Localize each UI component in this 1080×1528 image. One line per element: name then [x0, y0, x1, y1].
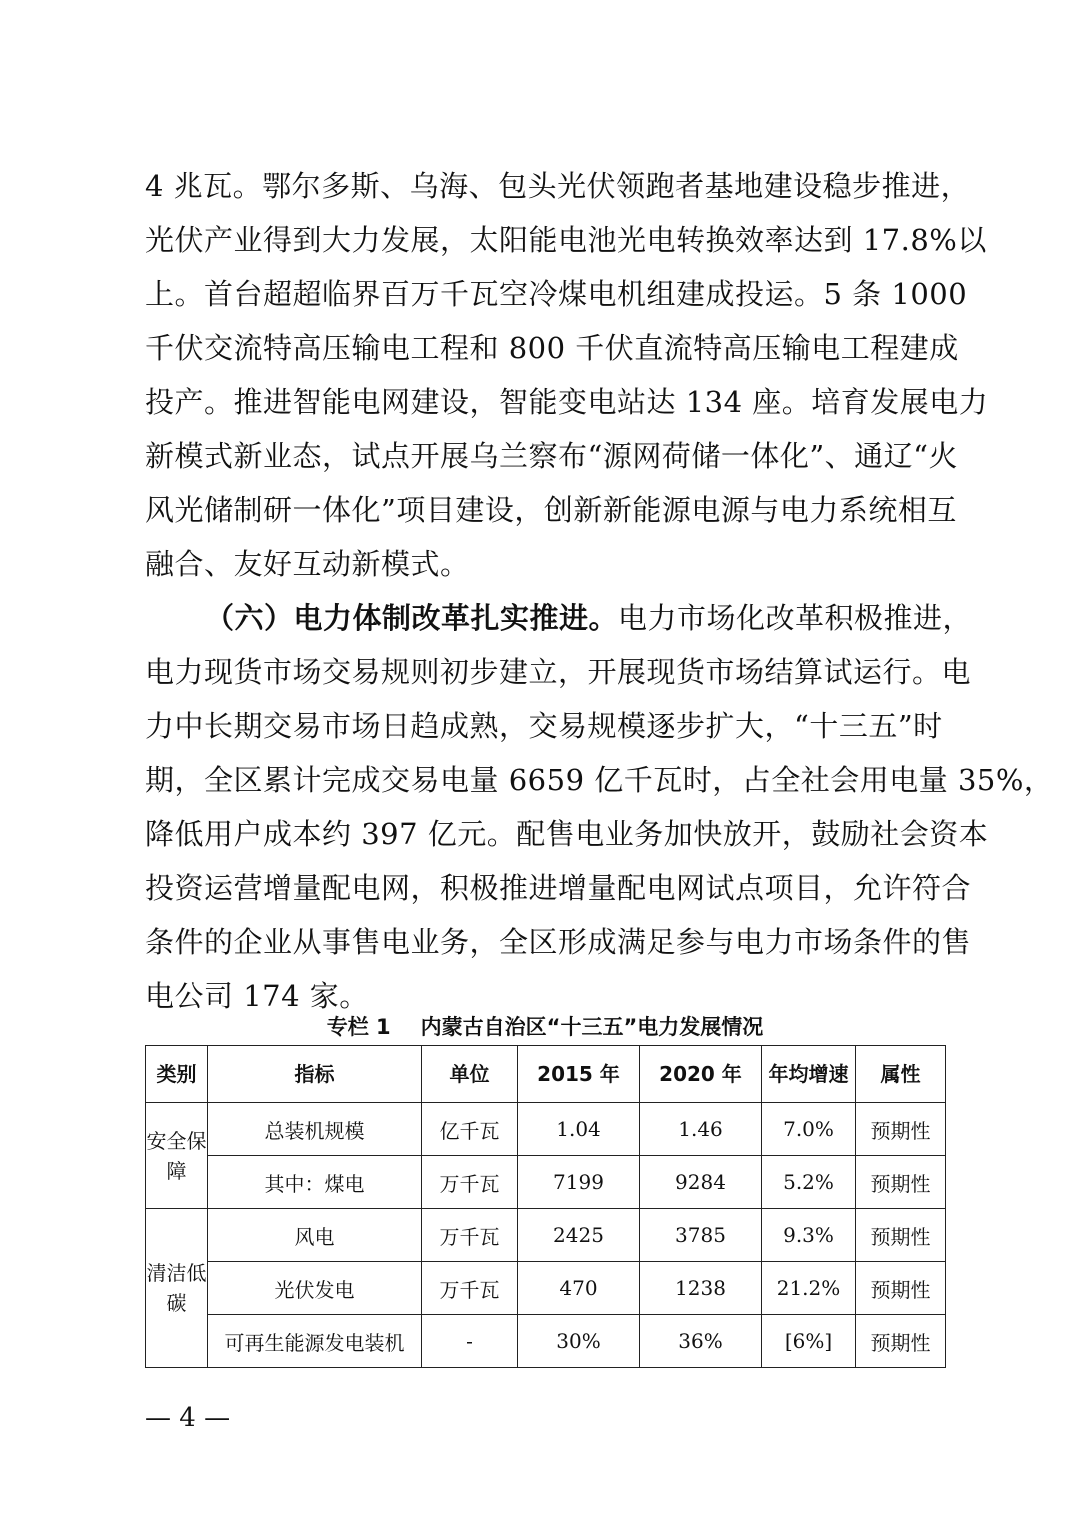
section-6-heading: （六）电力体制改革扎实推进。 — [205, 601, 619, 635]
table-header-row — [146, 1046, 946, 1103]
indicator-cell: 风电 — [208, 1209, 422, 1262]
section-6-first-line — [205, 592, 973, 644]
category-cell-safety: 安全保障 — [146, 1103, 208, 1209]
text-line: 风光储制研一体化”项目建设，创新新能源电源与电力系统相互 — [145, 493, 957, 527]
indicator-cell: 可再生能源发电装机 — [208, 1315, 422, 1368]
attribute-cell: 预期性 — [856, 1103, 946, 1156]
value-2020-cell: 36% — [640, 1315, 762, 1368]
table-row — [146, 1315, 946, 1368]
value-2015-cell: 1.04 — [518, 1103, 640, 1156]
table-row — [146, 1209, 946, 1262]
unit-cell: 万千瓦 — [422, 1209, 518, 1262]
text-line: 降低用户成本约 397 亿元。配售电业务加快放开，鼓励社会资本 — [145, 817, 989, 851]
text-line: 4 兆瓦。鄂尔多斯、乌海、包头光伏领跑者基地建设稳步推进， — [145, 169, 971, 203]
table-row — [146, 1103, 946, 1156]
header-2020: 2020 年 — [640, 1046, 762, 1103]
unit-cell: - — [422, 1315, 518, 1368]
growth-cell: 9.3% — [762, 1209, 856, 1262]
text-line: 力中长期交易市场日趋成熟，交易规模逐步扩大，“十三五”时 — [145, 709, 943, 743]
text-line: 电公司 174 家。 — [145, 979, 369, 1013]
text-line: 电力现货市场交易规则初步建立，开展现货市场结算试运行。电 — [145, 655, 972, 689]
text-line: 期，全区累计完成交易电量 6659 亿千瓦时，占全社会用电量 35%， — [145, 763, 1054, 797]
indicator-cell: 总装机规模 — [208, 1103, 422, 1156]
table-caption-number: 专栏 1 — [326, 1015, 391, 1039]
header-indicator: 指标 — [208, 1046, 422, 1103]
value-2015-cell: 7199 — [518, 1156, 640, 1209]
header-2015: 2015 年 — [518, 1046, 640, 1103]
value-2020-cell: 1.46 — [640, 1103, 762, 1156]
header-unit: 单位 — [422, 1046, 518, 1103]
value-2020-cell: 1238 — [640, 1262, 762, 1315]
indicator-cell: 光伏发电 — [208, 1262, 422, 1315]
category-cell-clean: 清洁低碳 — [146, 1209, 208, 1368]
text-line: 千伏交流特高压输电工程和 800 千伏直流特高压输电工程建成 — [145, 331, 959, 365]
table-row — [146, 1156, 946, 1209]
attribute-cell: 预期性 — [856, 1315, 946, 1368]
growth-cell: 21.2% — [762, 1262, 856, 1315]
unit-cell: 万千瓦 — [422, 1156, 518, 1209]
growth-cell: 5.2% — [762, 1156, 856, 1209]
table-caption-title: 内蒙古自治区“十三五”电力发展情况 — [420, 1015, 764, 1039]
text-line: 融合、友好互动新模式。 — [145, 547, 470, 581]
unit-cell: 万千瓦 — [422, 1262, 518, 1315]
power-development-table — [145, 1045, 946, 1368]
header-growth: 年均增速 — [762, 1046, 856, 1103]
text-line: 投资运营增量配电网，积极推进增量配电网试点项目，允许符合 — [145, 871, 972, 905]
unit-cell: 亿千瓦 — [422, 1103, 518, 1156]
growth-cell: 7.0% — [762, 1103, 856, 1156]
header-category: 类别 — [146, 1046, 208, 1103]
text-line: 上。首台超超临界百万千瓦空冷煤电机组建成投运。5 条 1000 — [145, 277, 968, 311]
attribute-cell: 预期性 — [856, 1262, 946, 1315]
page-number: — 4 — — [145, 1403, 231, 1433]
value-2015-cell: 30% — [518, 1315, 640, 1368]
text-line: 新模式新业态，试点开展乌兰察布“源网荷储一体化”、通辽“火 — [145, 439, 958, 473]
growth-cell: [6%] — [762, 1315, 856, 1368]
text-line: 条件的企业从事售电业务，全区形成满足参与电力市场条件的售 — [145, 925, 972, 959]
attribute-cell: 预期性 — [856, 1156, 946, 1209]
table-caption — [145, 1010, 945, 1044]
value-2015-cell: 2425 — [518, 1209, 640, 1262]
value-2020-cell: 3785 — [640, 1209, 762, 1262]
attribute-cell: 预期性 — [856, 1209, 946, 1262]
indicator-cell: 其中：煤电 — [208, 1156, 422, 1209]
section-6-first-text: 电力市场化改革积极推进， — [618, 601, 973, 635]
text-line: 投产。推进智能电网建设，智能变电站达 134 座。培育发展电力 — [145, 385, 989, 419]
value-2020-cell: 9284 — [640, 1156, 762, 1209]
value-2015-cell: 470 — [518, 1262, 640, 1315]
text-line: 光伏产业得到大力发展，太阳能电池光电转换效率达到 17.8%以 — [145, 223, 987, 257]
table-row — [146, 1262, 946, 1315]
header-attribute: 属性 — [856, 1046, 946, 1103]
